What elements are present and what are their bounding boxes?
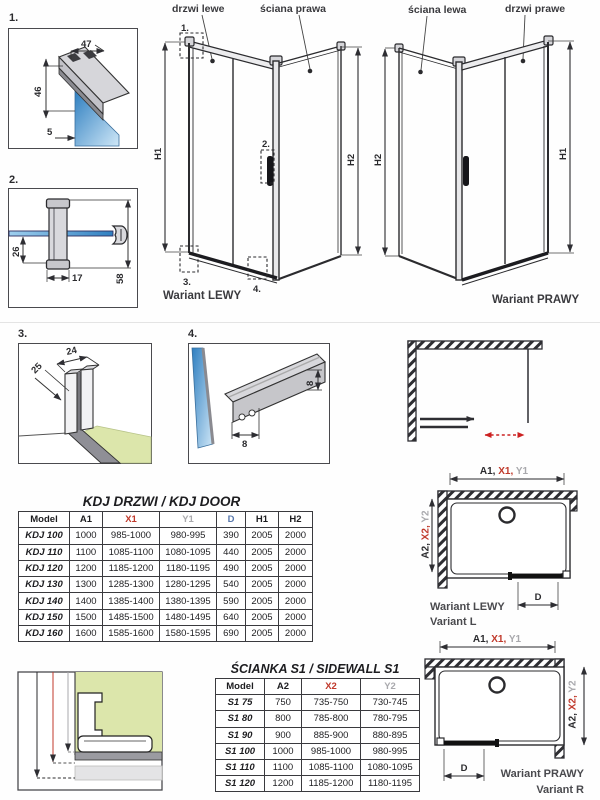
cell: 1000	[70, 528, 103, 544]
cell: KDJ 140	[19, 593, 70, 609]
callout-1: 1.	[181, 23, 189, 34]
wall-top	[438, 491, 577, 499]
glass-panel	[192, 348, 213, 448]
detail-2-box	[8, 188, 138, 308]
table-row	[19, 528, 313, 544]
cell: 1600	[70, 626, 103, 642]
cell: 2005	[246, 593, 279, 609]
col-header: D	[217, 512, 246, 528]
col-header: X1	[103, 512, 160, 528]
cell: 1285-1300	[103, 577, 160, 593]
dim-a2: A2,	[567, 713, 579, 729]
cell: 735-750	[302, 695, 361, 711]
dim-24: 24	[65, 344, 78, 358]
h1-left-label: H1	[153, 147, 164, 160]
callout-2: 2.	[262, 139, 270, 150]
door-handle	[267, 156, 273, 186]
section-divider	[0, 322, 600, 323]
h2-left-label: H2	[373, 153, 384, 166]
detail-4-box	[188, 343, 330, 464]
cell: 1185-1200	[103, 560, 160, 576]
cell: 2005	[246, 560, 279, 576]
threshold-profile-drawing	[189, 344, 329, 463]
cell: S1 75	[216, 695, 265, 711]
dim-17: 17	[72, 273, 83, 284]
dim-a1: A1,	[472, 634, 489, 645]
table-row	[19, 577, 313, 593]
plan-left-caption-en: Variant L	[430, 616, 477, 628]
detail-3-box	[18, 343, 152, 464]
cell: 1080-1095	[160, 544, 217, 560]
cell: 785-800	[302, 711, 361, 727]
header-row	[216, 679, 420, 695]
table-row	[19, 593, 313, 609]
cell: 1300	[70, 577, 103, 593]
cell: 2000	[279, 609, 313, 625]
wall-profile-3d-drawing	[19, 344, 151, 463]
cell: 1085-1100	[302, 759, 361, 775]
door-handle	[463, 156, 469, 186]
cell: 1500	[70, 609, 103, 625]
door-right-label: drzwi prawe	[505, 3, 566, 15]
wall-top	[425, 659, 564, 667]
dim-x2: X2,	[420, 525, 432, 541]
dim-46: 46	[33, 86, 44, 97]
tray-edge	[75, 766, 162, 780]
dim-a2: A2,	[420, 543, 432, 559]
callout-4: 4.	[253, 284, 261, 295]
slide-direction-plan	[400, 333, 590, 448]
table-row	[19, 626, 313, 642]
col-header: H2	[279, 512, 313, 528]
variant-right-caption: Wariant PRAWY	[492, 294, 580, 306]
cell: 390	[217, 528, 246, 544]
dim-y1: Y1	[508, 634, 522, 645]
dim-y1: Y1	[515, 466, 529, 477]
plan-left-variant	[418, 465, 590, 631]
cell: 980-995	[361, 743, 420, 759]
plan-right-variant	[418, 633, 598, 798]
cell: 1100	[70, 544, 103, 560]
cell: 2005	[246, 609, 279, 625]
plan-left-caption-pl: Wariant LEWY	[430, 601, 505, 613]
door-left-label: drzwi lewe	[172, 3, 225, 15]
cell: 1100	[265, 759, 302, 775]
cell: KDJ 150	[19, 609, 70, 625]
cell: 900	[265, 727, 302, 743]
cell: KDJ 100	[19, 528, 70, 544]
cell: 2005	[246, 577, 279, 593]
cell: 1085-1100	[103, 544, 160, 560]
cell: 2000	[279, 626, 313, 642]
col-header: Y1	[160, 512, 217, 528]
cell: 1000	[265, 743, 302, 759]
cell: 780-795	[361, 711, 420, 727]
wall-left	[408, 341, 416, 441]
cell: 980-995	[160, 528, 217, 544]
cell: 800	[265, 711, 302, 727]
table-row	[216, 759, 420, 775]
table-row	[216, 776, 420, 792]
cell: 540	[217, 577, 246, 593]
callout-3: 3.	[183, 277, 191, 288]
h1-right-label: H1	[558, 147, 569, 160]
col-header: Model	[19, 512, 70, 528]
col-header: X2	[302, 679, 361, 695]
kdj-door-table	[18, 511, 313, 642]
sidewall-table	[215, 678, 420, 792]
cell: S1 120	[216, 776, 265, 792]
cell: 1585-1600	[103, 626, 160, 642]
kdj-table-title: KDJ DRZWI / KDJ DOOR	[82, 494, 241, 509]
cell: 1380-1395	[160, 593, 217, 609]
dim-y2: Y2	[420, 510, 432, 523]
cell: 1480-1495	[160, 609, 217, 625]
plan-right-caption-en: Variant R	[536, 784, 584, 796]
dim-a1: A1,	[479, 466, 496, 477]
detail-1-label: 1.	[9, 12, 19, 24]
table-row	[19, 544, 313, 560]
cell: 2005	[246, 544, 279, 560]
table-row	[216, 711, 420, 727]
dim-5: 5	[47, 127, 53, 138]
cell: 1200	[70, 560, 103, 576]
cell: KDJ 120	[19, 560, 70, 576]
plan-right-caption-pl: Wariant PRAWY	[500, 768, 584, 780]
cell: 1180-1195	[361, 776, 420, 792]
drain	[500, 508, 515, 523]
cell: KDJ 160	[19, 626, 70, 642]
col-header: Model	[216, 679, 265, 695]
cell: 1385-1400	[103, 593, 160, 609]
table-row	[19, 560, 313, 576]
cell: 590	[217, 593, 246, 609]
wall-left-label: ściana lewa	[408, 4, 467, 16]
cell: 2000	[279, 560, 313, 576]
cell: 2005	[246, 528, 279, 544]
dim-47: 47	[81, 39, 92, 50]
dim-y2: Y2	[567, 680, 579, 693]
cell: 1200	[265, 776, 302, 792]
dim-25: 25	[29, 360, 45, 377]
dim-26: 26	[11, 246, 22, 257]
cell: 880-895	[361, 727, 420, 743]
cell: 440	[217, 544, 246, 560]
cell: 1180-1195	[160, 560, 217, 576]
cell: 985-1000	[302, 743, 361, 759]
cell: 1185-1200	[302, 776, 361, 792]
dim-8-width: 8	[242, 439, 248, 450]
wall-right-label: ściana prawa	[260, 3, 326, 15]
profile-top-drawing	[9, 29, 137, 148]
cell: 2000	[279, 544, 313, 560]
table-row	[216, 743, 420, 759]
col-header: A2	[265, 679, 302, 695]
cell: 985-1000	[103, 528, 160, 544]
cell: 2000	[279, 528, 313, 544]
cell: 1580-1595	[160, 626, 217, 642]
cell: 1280-1295	[160, 577, 217, 593]
col-header: A1	[70, 512, 103, 528]
wall-knob	[113, 226, 127, 244]
cell: 2000	[279, 593, 313, 609]
cell: 2000	[279, 577, 313, 593]
detail-4-label: 4.	[188, 328, 198, 340]
iso-view-right-variant	[372, 0, 600, 312]
cell: 750	[265, 695, 302, 711]
dim-d: D	[460, 763, 468, 774]
header-row	[19, 512, 313, 528]
col-header: Y2	[361, 679, 420, 695]
variant-left-caption: Wariant LEWY	[163, 290, 242, 302]
cell: 1400	[70, 593, 103, 609]
cell: S1 110	[216, 759, 265, 775]
table-row	[216, 727, 420, 743]
detail-1-box	[8, 28, 138, 149]
cell: S1 90	[216, 727, 265, 743]
cell: 730-745	[361, 695, 420, 711]
detail-2-label: 2.	[9, 174, 19, 186]
wall-top	[408, 341, 542, 349]
cell: S1 80	[216, 711, 265, 727]
bottom-rail-section	[78, 736, 152, 752]
dim-x1: X1,	[491, 634, 507, 645]
h2-right-label: H2	[346, 153, 357, 166]
detail-3-label: 3.	[18, 328, 28, 340]
s1-table-title: ŚCIANKA S1 / SIDEWALL S1	[230, 662, 400, 676]
dim-d: D	[534, 592, 542, 603]
cell: KDJ 130	[19, 577, 70, 593]
drain	[490, 678, 505, 693]
table-row	[216, 695, 420, 711]
dim-58: 58	[115, 273, 126, 284]
cell: 2005	[246, 626, 279, 642]
dim-x2: X2,	[567, 695, 579, 711]
cell: 640	[217, 609, 246, 625]
cell: 690	[217, 626, 246, 642]
cell: 1485-1500	[103, 609, 160, 625]
dim-x1: X1,	[498, 466, 514, 477]
iso-view-left-variant	[153, 0, 388, 312]
handle-section-drawing	[9, 189, 137, 307]
cell: S1 100	[216, 743, 265, 759]
cell: 490	[217, 560, 246, 576]
table-row	[19, 609, 313, 625]
cell: KDJ 110	[19, 544, 70, 560]
dim-8-height: 8	[305, 380, 316, 386]
cell: 1080-1095	[361, 759, 420, 775]
col-header: H1	[246, 512, 279, 528]
cell: 885-900	[302, 727, 361, 743]
profile-section-detail	[14, 660, 214, 800]
wall-left	[438, 491, 447, 588]
